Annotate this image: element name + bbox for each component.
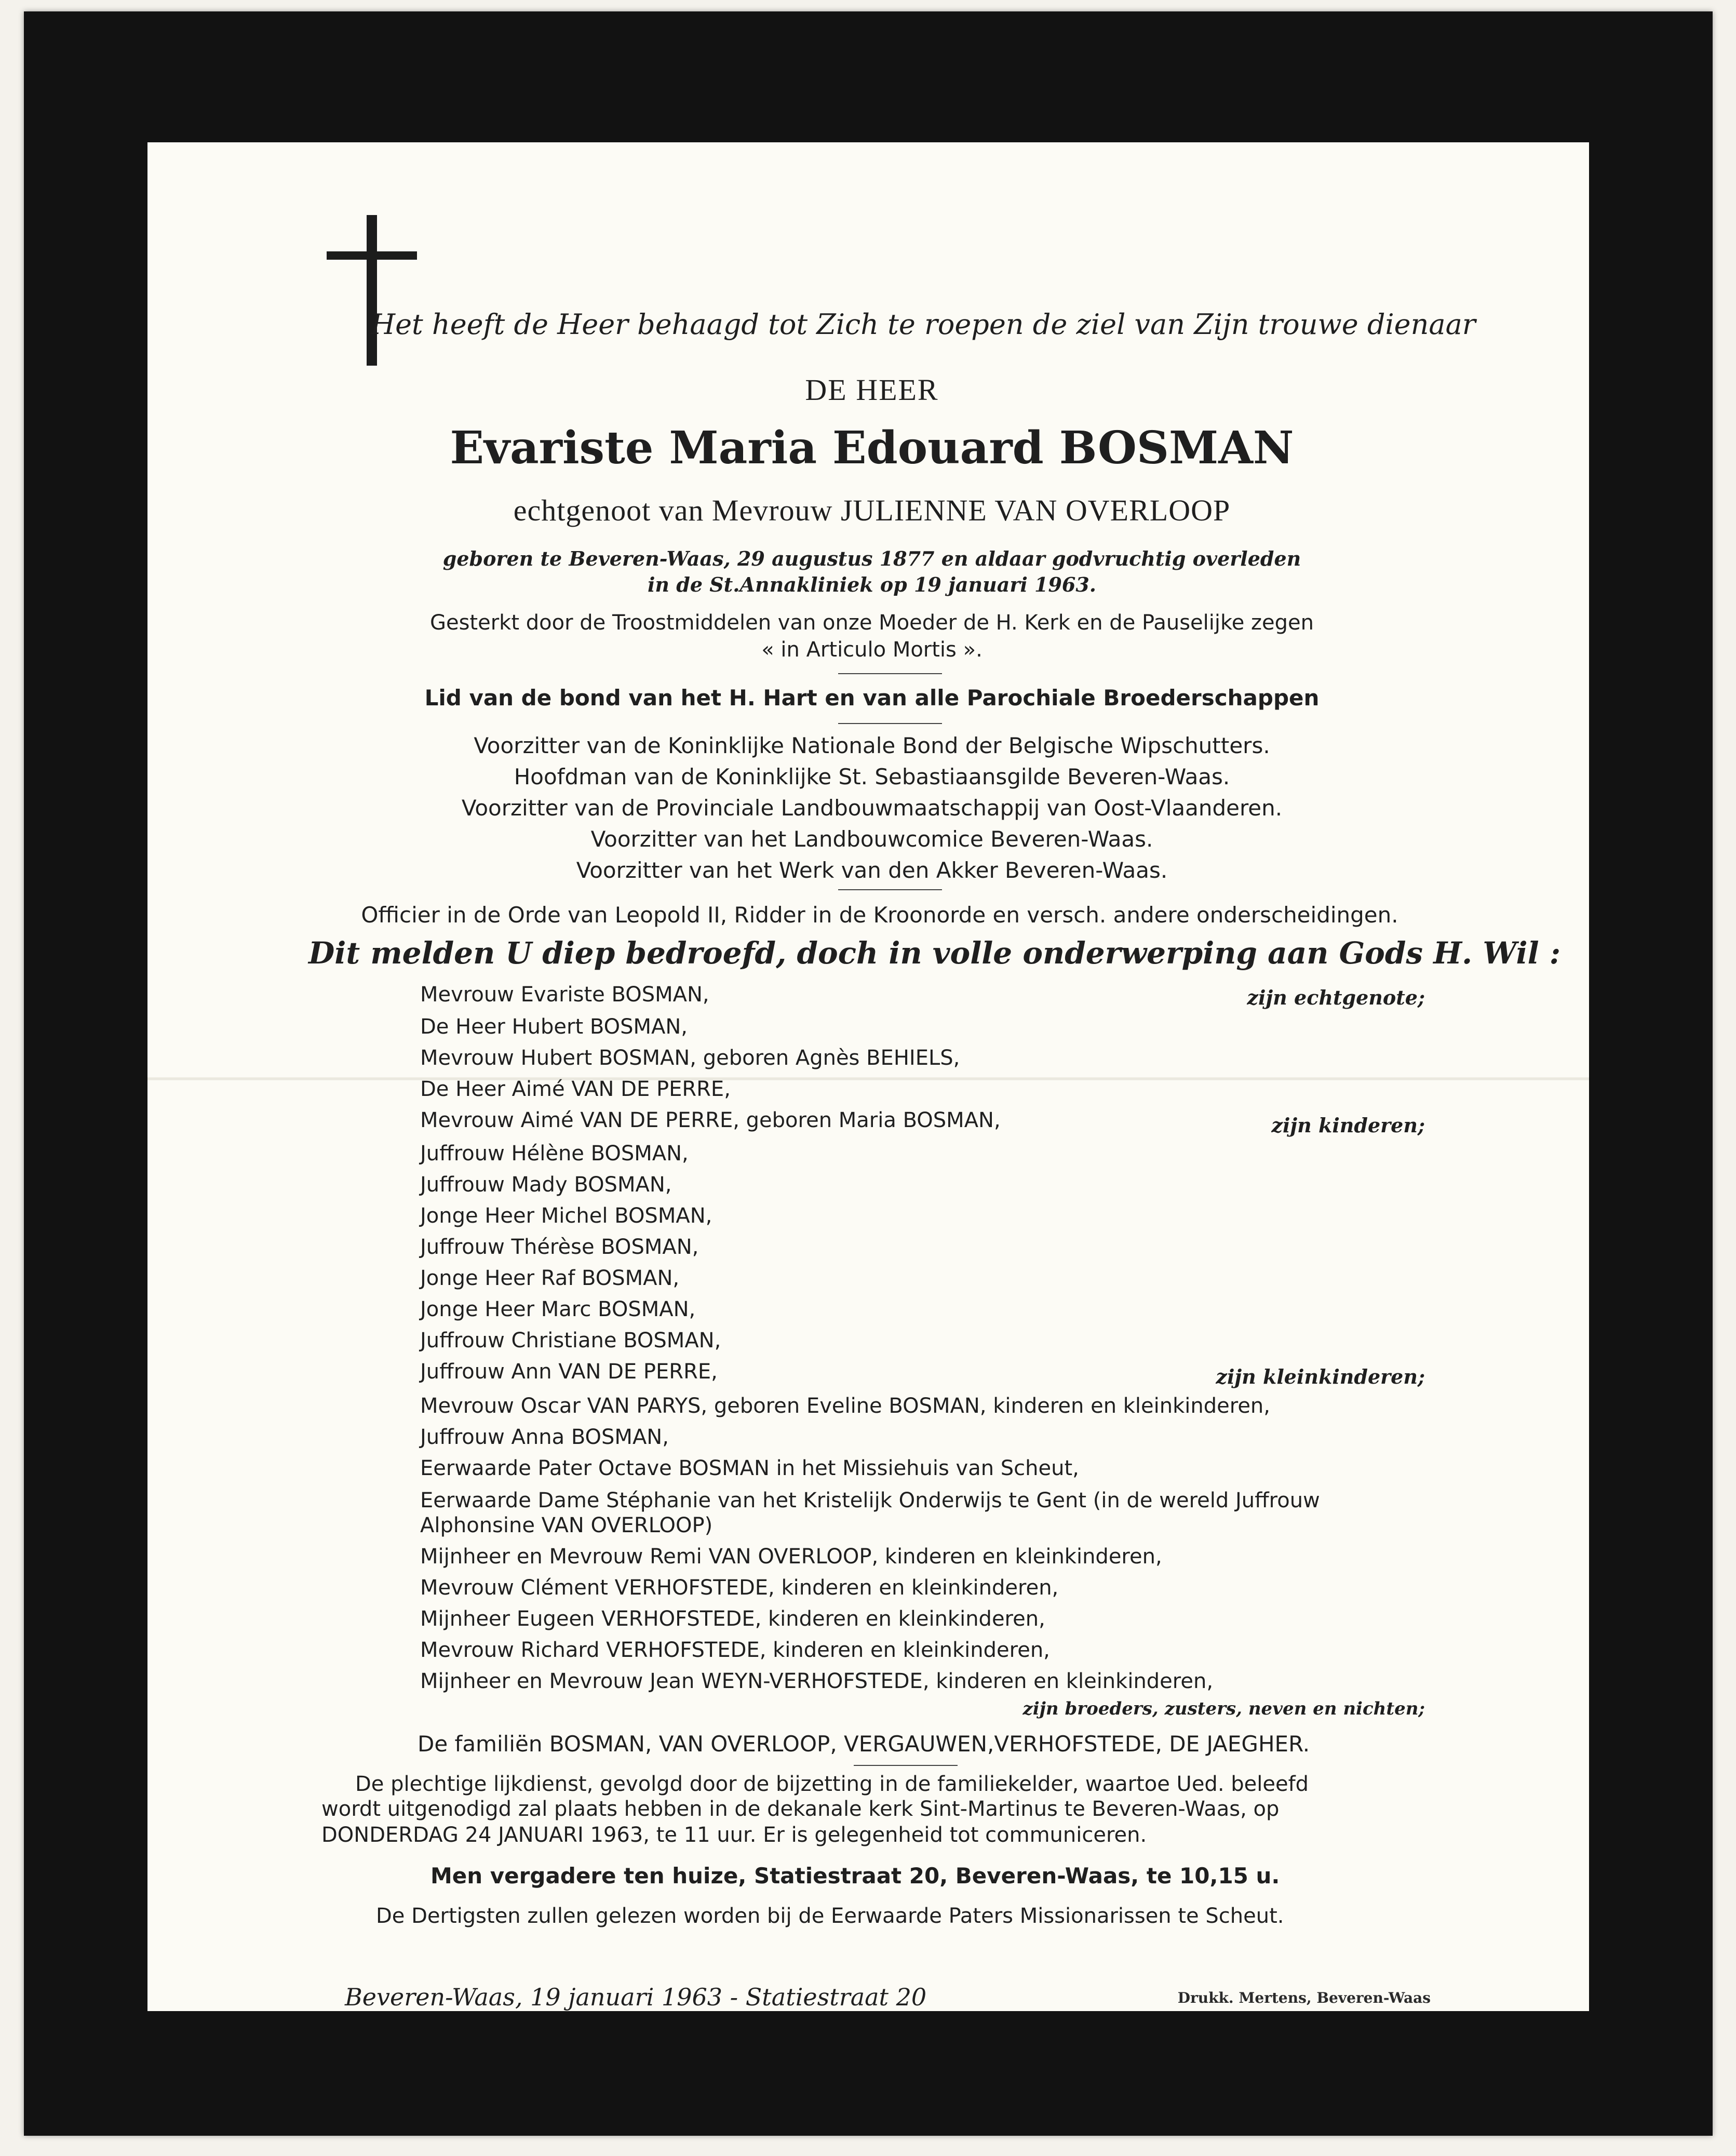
service-line: wordt uitgenodigd zal plaats hebben in de dekanale kerk Sint-Martinus te Beveren-Waas, op [321, 1797, 1280, 1821]
family-member: Juffrouw Christiane BOSMAN, [420, 1329, 721, 1352]
service-line: De plechtige lijkdienst, gevolgd door de bijzetting in de familiekelder, waartoe Ued. beleefd [355, 1772, 1309, 1796]
families-line: De familiën BOSMAN, VAN OVERLOOP, VERGAUWEN,VERHOFSTEDE, DE JAEGHER. [418, 1731, 1310, 1757]
membership-line: Lid van de bond van het H. Hart en van alle Parochiale Broederschappen [424, 685, 1320, 711]
family-member: Juffrouw Anna BOSMAN, [420, 1425, 669, 1449]
gathering-line: Men vergadere ten huize, Statiestraat 20, Beveren-Waas, te 10,15 u. [430, 1863, 1280, 1889]
family-member: Mijnheer en Mevrouw Remi VAN OVERLOOP, kinderen en kleinkinderen, [420, 1545, 1162, 1569]
role-grandchildren: zijn kleinkinderen; [1216, 1365, 1425, 1388]
strength-line-1: Gesterkt door de Troostmiddelen van onze Moeder de H. Kerk en de Pauselijke zegen [429, 611, 1314, 635]
family-member: Jonge Heer Marc BOSMAN, [420, 1297, 696, 1321]
function-line: Voorzitter van het Landbouwcomice Beveren-Waas. [590, 826, 1153, 852]
family-member: Mevrouw Richard VERHOFSTEDE, kinderen en kleinkinderen, [420, 1638, 1050, 1662]
role-children: zijn kinderen; [1271, 1114, 1425, 1137]
function-line: Voorzitter van de Provinciale Landbouwmaatschappij van Oost-Vlaanderen. [461, 795, 1283, 821]
family-member: Alphonsine VAN OVERLOOP) [420, 1514, 713, 1537]
printer-credit: Drukk. Mertens, Beveren-Waas [1177, 1989, 1431, 2006]
service-line: DONDERDAG 24 JANUARI 1963, te 11 uur. Er is gelegenheid tot communiceren. [321, 1823, 1147, 1847]
family-member: Mevrouw Evariste BOSMAN, [420, 983, 709, 1007]
family-member: Mevrouw Oscar VAN PARYS, geboren Eveline BOSMAN, kinderen en kleinkinderen, [420, 1394, 1270, 1418]
function-line: Voorzitter van de Koninklijke Nationale Bond der Belgische Wipschutters. [474, 733, 1270, 758]
function-line: Hoofdman van de Koninklijke St. Sebastiaansgilde Beveren-Waas. [514, 764, 1230, 789]
family-member: Mijnheer Eugeen VERHOFSTEDE, kinderen en kleinkinderen, [420, 1607, 1045, 1631]
mourning-card-border [24, 11, 1713, 2136]
born-line-2: in de St.Annakliniek op 19 januari 1963. [647, 573, 1097, 596]
intro-line: Het heeft de Heer behaagd tot Zich te roepen de ziel van Zijn trouwe dienaar [371, 308, 1476, 341]
family-list [319, 142, 1425, 2011]
family-member: Mevrouw Hubert BOSMAN, geboren Agnès BEHIELS, [420, 1046, 960, 1070]
strength-line-2: « in Articulo Mortis ». [761, 638, 983, 662]
family-member: Jonge Heer Michel BOSMAN, [420, 1204, 712, 1228]
family-member: Juffrouw Thérèse BOSMAN, [420, 1235, 699, 1259]
officier-line: Officier in de Orde van Leopold II, Ridder in de Kroonorde en versch. andere onderscheidingen. [361, 902, 1398, 928]
family-member: Eerwaarde Dame Stéphanie van het Kristelijk Onderwijs te Gent (in de wereld Juffrouw [420, 1489, 1320, 1512]
place-date-line: Beveren-Waas, 19 januari 1963 - Statiestraat 20 [345, 1983, 927, 2011]
family-member: Mevrouw Aimé VAN DE PERRE, geboren Maria BOSMAN, [420, 1108, 1001, 1132]
family-member: Juffrouw Mady BOSMAN, [420, 1173, 672, 1197]
deceased-name: Evariste Maria Edouard BOSMAN [450, 422, 1294, 474]
spouse-line: echtgenoot van Mevrouw JULIENNE VAN OVERLOOP [513, 493, 1231, 527]
announcement-line: Dit melden U diep bedroefd, doch in volle onderwerping aan Gods H. Wil : [308, 935, 1561, 971]
function-line: Voorzitter van het Werk van den Akker Beveren-Waas. [576, 858, 1168, 883]
role-spouse: zijn echtgenote; [1247, 986, 1425, 1009]
family-member: De Heer Aimé VAN DE PERRE, [420, 1077, 731, 1101]
role-siblings: zijn broeders, zusters, neven en nichten; [1022, 1698, 1425, 1719]
family-member: Eerwaarde Pater Octave BOSMAN in het Missiehuis van Scheut, [420, 1456, 1079, 1480]
family-member: Mevrouw Clément VERHOFSTEDE, kinderen en kleinkinderen, [420, 1576, 1059, 1600]
separator [854, 1765, 958, 1766]
dertigsten-line: De Dertigsten zullen gelezen worden bij de Eerwaarde Paters Missionarissen te Scheut. [376, 1904, 1284, 1928]
family-member: Mijnheer en Mevrouw Jean WEYN-VERHOFSTEDE, kinderen en kleinkinderen, [420, 1669, 1214, 1693]
family-member: Juffrouw Ann VAN DE PERRE, [420, 1360, 718, 1384]
family-member: Jonge Heer Raf BOSMAN, [420, 1266, 680, 1290]
title-prefix: DE HEER [805, 373, 939, 407]
mourning-card [147, 142, 1589, 2011]
family-member: De Heer Hubert BOSMAN, [420, 1015, 688, 1039]
family-member: Juffrouw Hélène BOSMAN, [420, 1142, 689, 1166]
born-line-1: geboren te Beveren-Waas, 29 augustus 1877 en aldaar godvruchtig overleden [442, 547, 1301, 570]
